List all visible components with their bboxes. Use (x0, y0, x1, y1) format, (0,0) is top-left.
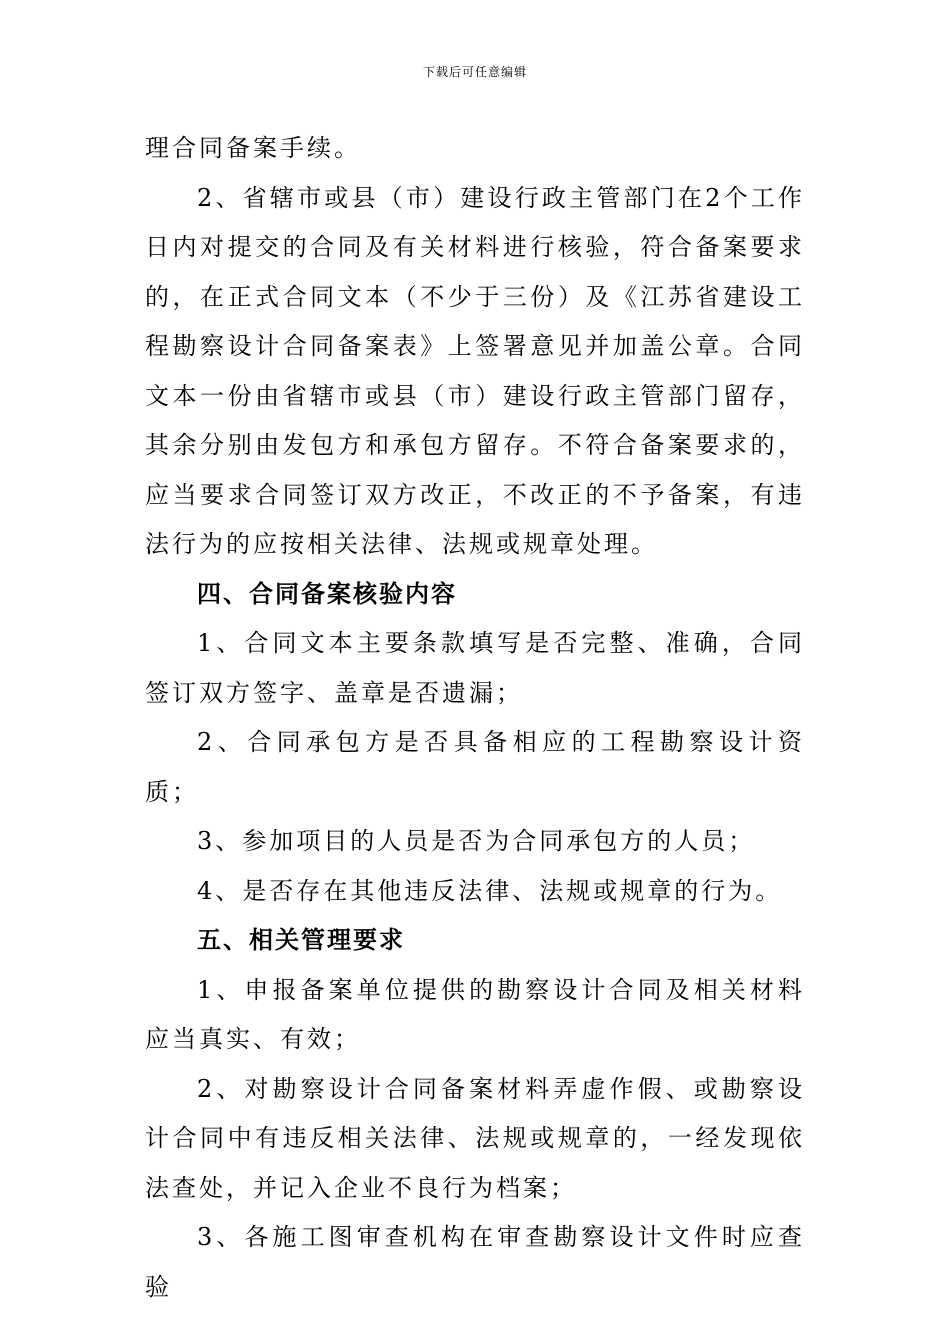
list-item: 2、合同承包方是否具备相应的工程勘察设计资质； (145, 728, 805, 806)
list-item: 1、合同文本主要条款填写是否完整、准确，合同签订双方签字、盖章是否遗漏； (145, 629, 805, 707)
page-header: 下载后可任意编辑 (422, 65, 527, 79)
list-item: 2、对勘察设计合同备案材料弄虚作假、或勘察设计合同中有违反相关法律、法规或规章的，一经发现依法查处，并记入企业不良行为档案； (145, 1074, 805, 1202)
list-item: 1、申报备案单位提供的勘察设计合同及相关材料应当真实、有效； (145, 975, 805, 1053)
section-heading-4: 四、合同备案核验内容 (197, 579, 457, 608)
list-item: 3、各施工图审查机构在审查勘察设计文件时应查验 (145, 1223, 805, 1301)
paragraph-continuation: 理合同备案手续。 (145, 134, 361, 162)
section-heading-5: 五、相关管理要求 (197, 926, 405, 954)
list-item: 3、参加项目的人员是否为合同承包方的人员； (197, 827, 756, 855)
paragraph-item-2-review: 2、省辖市或县（市）建设行政主管部门在2个工作日内对提交的合同及有关材料进行核验，符合备案要求的，在正式合同文本（不少于三份）及《江苏省建设工程勘察设计合同备案表》上签署意见并加盖公章。合同文本一份由省辖市或县（市）建设行政主管部门留存，其余分别由发包方和承包方留存。不符合备案要求的，应当要求合同签订双方改正，不改正的不予备案，有违法行为的应按相关法律、法规或规章处理。 (145, 183, 805, 558)
list-item: 4、是否存在其他违反法律、法规或规章的行为。 (197, 876, 783, 905)
document-body (145, 124, 805, 1312)
